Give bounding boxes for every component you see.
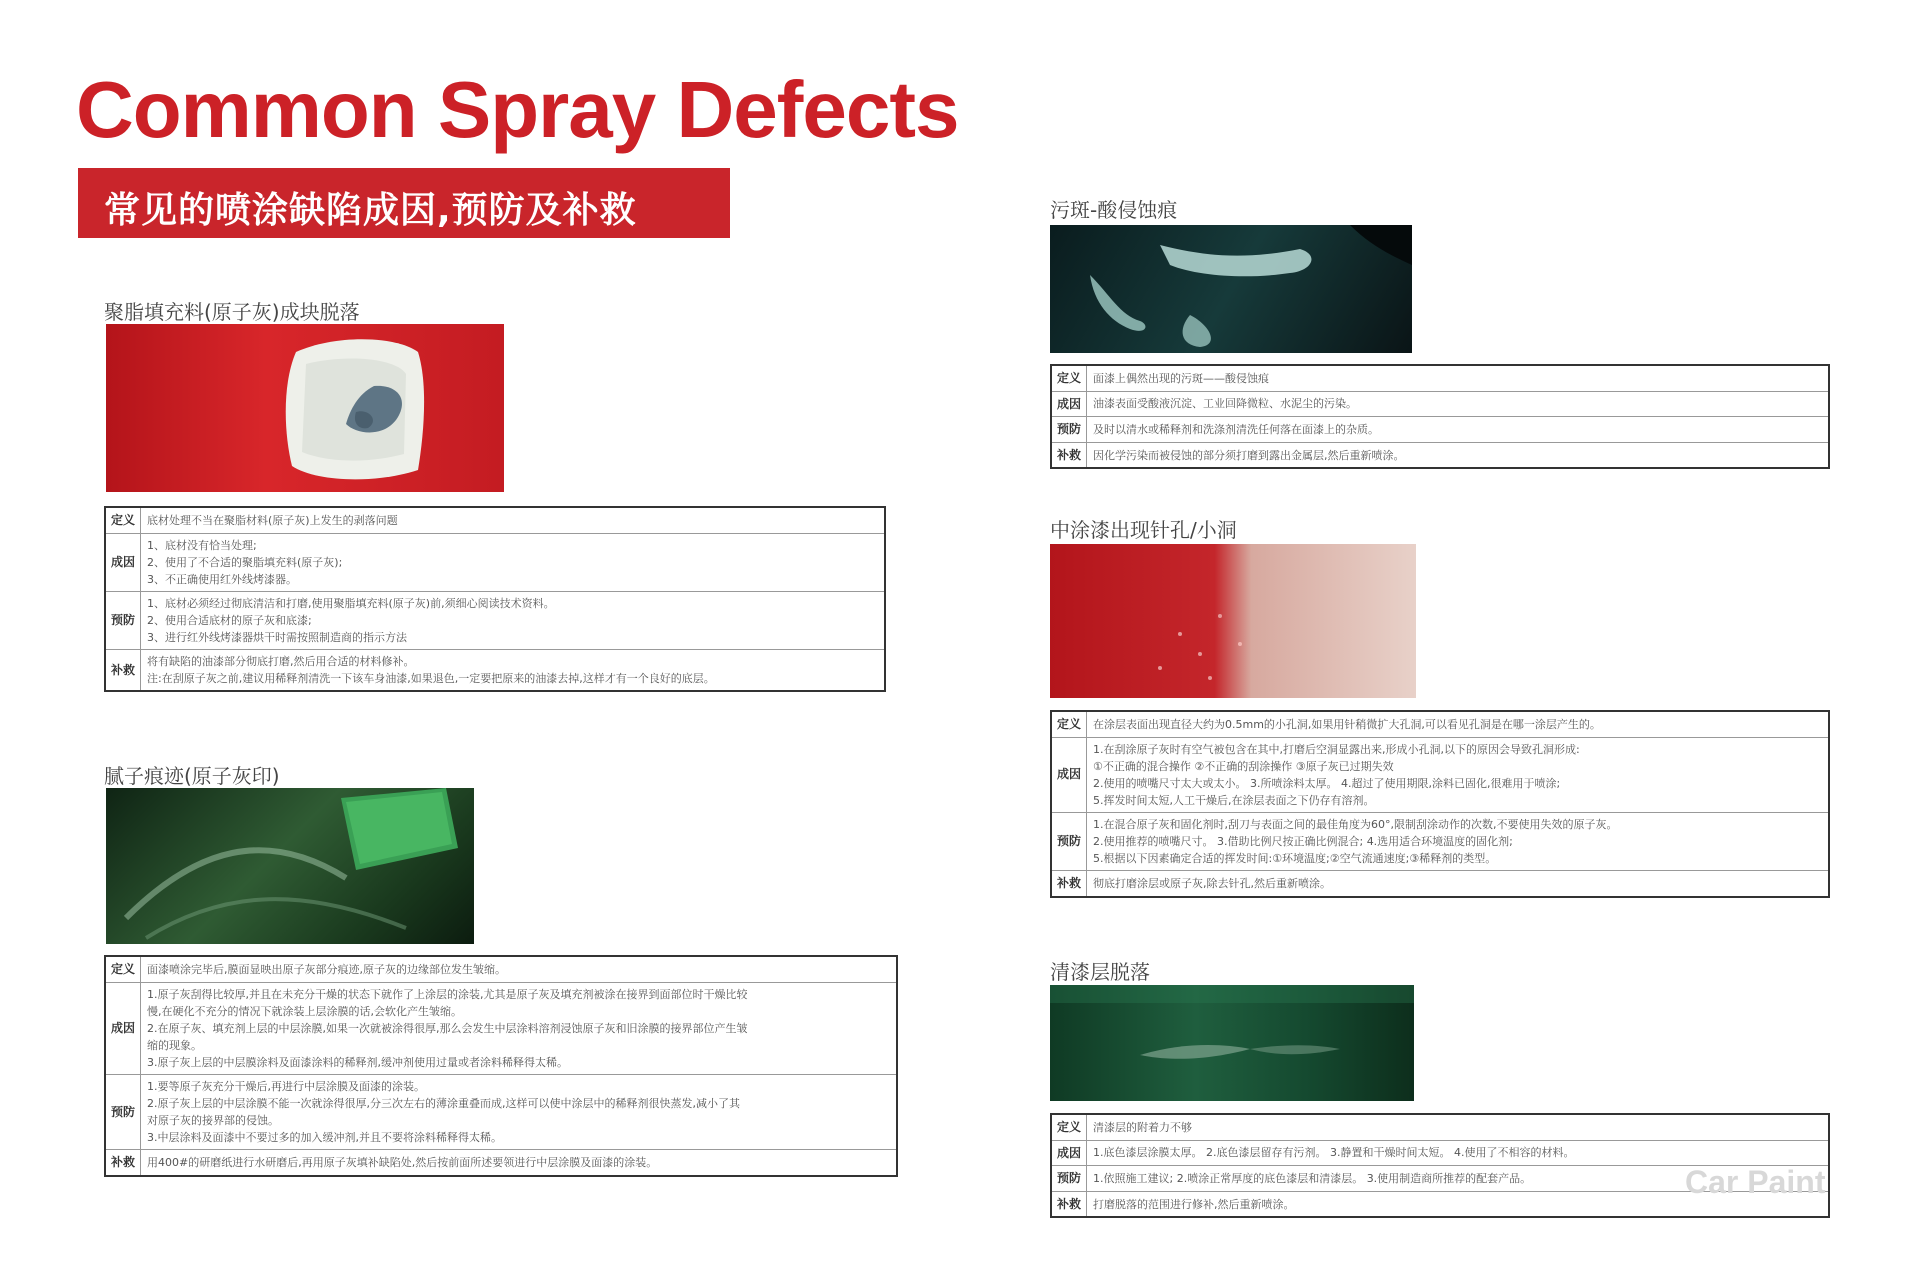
row-label: 定义	[105, 956, 141, 982]
table-row	[105, 591, 885, 649]
row-content	[1087, 870, 1830, 896]
row-content	[141, 1150, 898, 1176]
row-line: 3、不正确使用红外线烤漆器。	[147, 572, 297, 586]
row-line: 2.使用的喷嘴尺寸太大或太小。 3.所喷涂料太厚。 4.超过了使用期限,涂料已固化,很难用于喷涂;	[1093, 776, 1561, 790]
table-row	[105, 533, 885, 591]
table-row	[1051, 1114, 1829, 1140]
row-content	[1087, 417, 1830, 443]
row-line: 在涂层表面出现直径大约为0.5mm的小孔洞,如果用针稍微扩大孔洞,可以看见孔洞是在哪一涂层产生的。	[1093, 717, 1601, 731]
table-row	[105, 1074, 897, 1149]
photo-filler-peeling	[106, 324, 504, 492]
row-label: 定义	[1051, 365, 1087, 391]
row-label: 补救	[105, 1150, 141, 1176]
photo-pinholes	[1050, 544, 1416, 698]
table-row	[1051, 391, 1829, 417]
row-label: 预防	[1051, 417, 1087, 443]
page-title: Common Spray Defects	[76, 65, 959, 154]
row-line: 慢,在硬化不充分的情况下就涂装上层涂膜的话,会软化产生皱缩。	[147, 1004, 462, 1018]
section-title-pinholes: 中涂漆出现针孔/小洞	[1050, 518, 1237, 542]
row-line: 1.在刮涂原子灰时有空气被包含在其中,打磨后空洞显露出来,形成小孔洞,以下的原因会导致孔洞形成:	[1093, 742, 1580, 756]
table-row	[1051, 870, 1829, 896]
row-line: 2.在原子灰、填充剂上层的中层涂膜,如果一次就被涂得很厚,那么会发生中层涂料溶剂浸蚀原子灰和旧涂膜的接界部位产生皱	[147, 1021, 748, 1035]
row-label: 补救	[1051, 870, 1087, 896]
row-line: 因化学污染而被侵蚀的部分须打磨到露出金属层,然后重新喷涂。	[1093, 448, 1405, 462]
table-row	[1051, 812, 1829, 870]
row-line: 1.要等原子灰充分干燥后,再进行中层涂膜及面漆的涂装。	[147, 1079, 425, 1093]
row-line: 2、使用合适底材的原子灰和底漆;	[147, 613, 312, 627]
row-content	[1087, 1140, 1830, 1166]
row-line: 5.根据以下因素确定合适的挥发时间:①环境温度;②空气流通速度;③稀释剂的类型。	[1093, 851, 1497, 865]
row-line: 底材处理不当在聚脂材料(原子灰)上发生的剥落问题	[147, 513, 398, 527]
row-content	[141, 649, 886, 691]
row-line: 缩的现象。	[147, 1038, 202, 1052]
row-label: 预防	[1051, 812, 1087, 870]
row-content	[1087, 391, 1830, 417]
table-filler-peeling	[104, 506, 886, 692]
row-label: 定义	[1051, 1114, 1087, 1140]
photo-clearcoat-peeling	[1050, 985, 1414, 1101]
row-label: 成因	[105, 982, 141, 1074]
row-label: 预防	[105, 1074, 141, 1149]
row-label: 成因	[105, 533, 141, 591]
row-label: 补救	[1051, 442, 1087, 468]
row-line: 彻底打磨涂层或原子灰,除去针孔,然后重新喷涂。	[1093, 876, 1331, 890]
photo-acid-etching	[1050, 225, 1412, 353]
section-title-clearcoat-peeling: 清漆层脱落	[1050, 960, 1150, 984]
row-line: 3.中层涂料及面漆中不要过多的加入缓冲剂,并且不要将涂料稀释得太稀。	[147, 1130, 502, 1144]
subtitle-banner	[78, 168, 730, 238]
row-line: 面漆喷涂完毕后,膜面显映出原子灰部分痕迹,原子灰的边缘部位发生皱缩。	[147, 962, 506, 976]
row-label: 补救	[105, 649, 141, 691]
row-line: 用400#的研磨纸进行水研磨后,再用原子灰填补缺陷处,然后按前面所述要领进行中层涂膜及面漆的涂装。	[147, 1155, 658, 1169]
row-label: 预防	[105, 591, 141, 649]
row-line: 1、底材必须经过彻底清洁和打磨,使用聚脂填充料(原子灰)前,须细心阅读技术资料。	[147, 596, 555, 610]
row-line: 3、进行红外线烤漆器烘干时需按照制造商的指示方法	[147, 630, 407, 644]
section-title-putty-marks: 腻子痕迹(原子灰印)	[104, 764, 280, 788]
row-line: 1、底材没有恰当处理;	[147, 538, 257, 552]
row-label: 成因	[1051, 391, 1087, 417]
row-line: 3.原子灰上层的中层膜涂料及面漆涂料的稀释剂,缓冲剂使用过量或者涂料稀释得太稀。	[147, 1055, 568, 1069]
row-line: 1.依照施工建议; 2.喷涂正常厚度的底色漆层和清漆层。 3.使用制造商所推荐的配套产品。	[1093, 1171, 1532, 1185]
row-content	[1087, 1114, 1830, 1140]
row-line: 1.在混合原子灰和固化剂时,刮刀与表面之间的最佳角度为60°,限制刮涂动作的次数,不要使用失效的原子灰。	[1093, 817, 1618, 831]
table-row	[105, 956, 897, 982]
row-line: ①不正确的混合操作 ②不正确的刮涂操作 ③原子灰已过期失效	[1093, 759, 1394, 773]
row-line: 油漆表面受酸液沉淀、工业回降微粒、水泥尘的污染。	[1093, 397, 1357, 411]
row-content	[141, 1074, 898, 1149]
table-row	[105, 1150, 897, 1176]
row-line: 面漆上偶然出现的污斑——酸侵蚀痕	[1093, 371, 1269, 385]
row-line: 2.使用推荐的喷嘴尺寸。 3.借助比例尺按正确比例混合; 4.选用适合环境温度的固化剂;	[1093, 834, 1513, 848]
photo-putty-marks	[106, 788, 474, 944]
section-title-acid-etching: 污斑-酸侵蚀痕	[1050, 198, 1178, 222]
row-line: 对原子灰的接界部的侵蚀。	[147, 1113, 279, 1127]
row-line: 打磨脱落的范围进行修补,然后重新喷涂。	[1093, 1197, 1295, 1211]
table-pinholes	[1050, 710, 1830, 898]
table-row	[1051, 737, 1829, 812]
subtitle-text: 常见的喷涂缺陷成因,预防及补救	[104, 190, 637, 231]
row-line: 将有缺陷的油漆部分彻底打磨,然后用合适的材料修补。	[147, 654, 415, 668]
row-content	[1087, 812, 1830, 870]
table-putty-marks	[104, 955, 898, 1177]
row-content	[1087, 442, 1830, 468]
row-content	[141, 533, 886, 591]
row-line: 2.原子灰上层的中层涂膜不能一次就涂得很厚,分三次左右的薄涂重叠而成,这样可以使中涂层中的稀释剂很快蒸发,减小了其	[147, 1096, 740, 1110]
row-line: 1.底色漆层涂膜太厚。 2.底色漆层留存有污剂。 3.静置和干燥时间太短。 4.使用了不相容的材料。	[1093, 1146, 1575, 1160]
section-title-filler-peeling: 聚脂填充料(原子灰)成块脱落	[104, 300, 360, 324]
row-label: 补救	[1051, 1191, 1087, 1217]
row-content	[1087, 365, 1830, 391]
row-content	[1087, 737, 1830, 812]
row-line: 5.挥发时间太短,人工干燥后,在涂层表面之下仍存有溶剂。	[1093, 793, 1375, 807]
row-label: 定义	[105, 507, 141, 533]
watermark: Car Paint	[1685, 1164, 1826, 1200]
table-row	[1051, 442, 1829, 468]
row-label: 定义	[1051, 711, 1087, 737]
table-row	[105, 649, 885, 691]
row-content	[141, 956, 898, 982]
table-row	[1051, 365, 1829, 391]
row-line: 1.原子灰刮得比较厚,并且在未充分干燥的状态下就作了上涂层的涂装,尤其是原子灰及填充剂被涂在接界到面部位时干燥比较	[147, 987, 748, 1001]
table-row	[1051, 1140, 1829, 1166]
table-row	[1051, 711, 1829, 737]
table-acid-etching	[1050, 364, 1830, 469]
table-row	[105, 982, 897, 1074]
row-content	[141, 591, 886, 649]
row-content	[141, 507, 886, 533]
row-line: 及时以清水或稀释剂和洗涤剂清洗任何落在面漆上的杂质。	[1093, 422, 1379, 436]
row-label: 预防	[1051, 1166, 1087, 1192]
row-label: 成因	[1051, 737, 1087, 812]
row-line: 清漆层的附着力不够	[1093, 1120, 1192, 1134]
row-content	[141, 982, 898, 1074]
row-content	[1087, 711, 1830, 737]
table-row	[1051, 417, 1829, 443]
row-line: 2、使用了不合适的聚脂填充料(原子灰);	[147, 555, 343, 569]
row-label: 成因	[1051, 1140, 1087, 1166]
table-row	[105, 507, 885, 533]
row-line: 注:在刮原子灰之前,建议用稀释剂清洗一下该车身油漆,如果退色,一定要把原来的油漆去掉,这样才有一个良好的底层。	[147, 671, 715, 685]
